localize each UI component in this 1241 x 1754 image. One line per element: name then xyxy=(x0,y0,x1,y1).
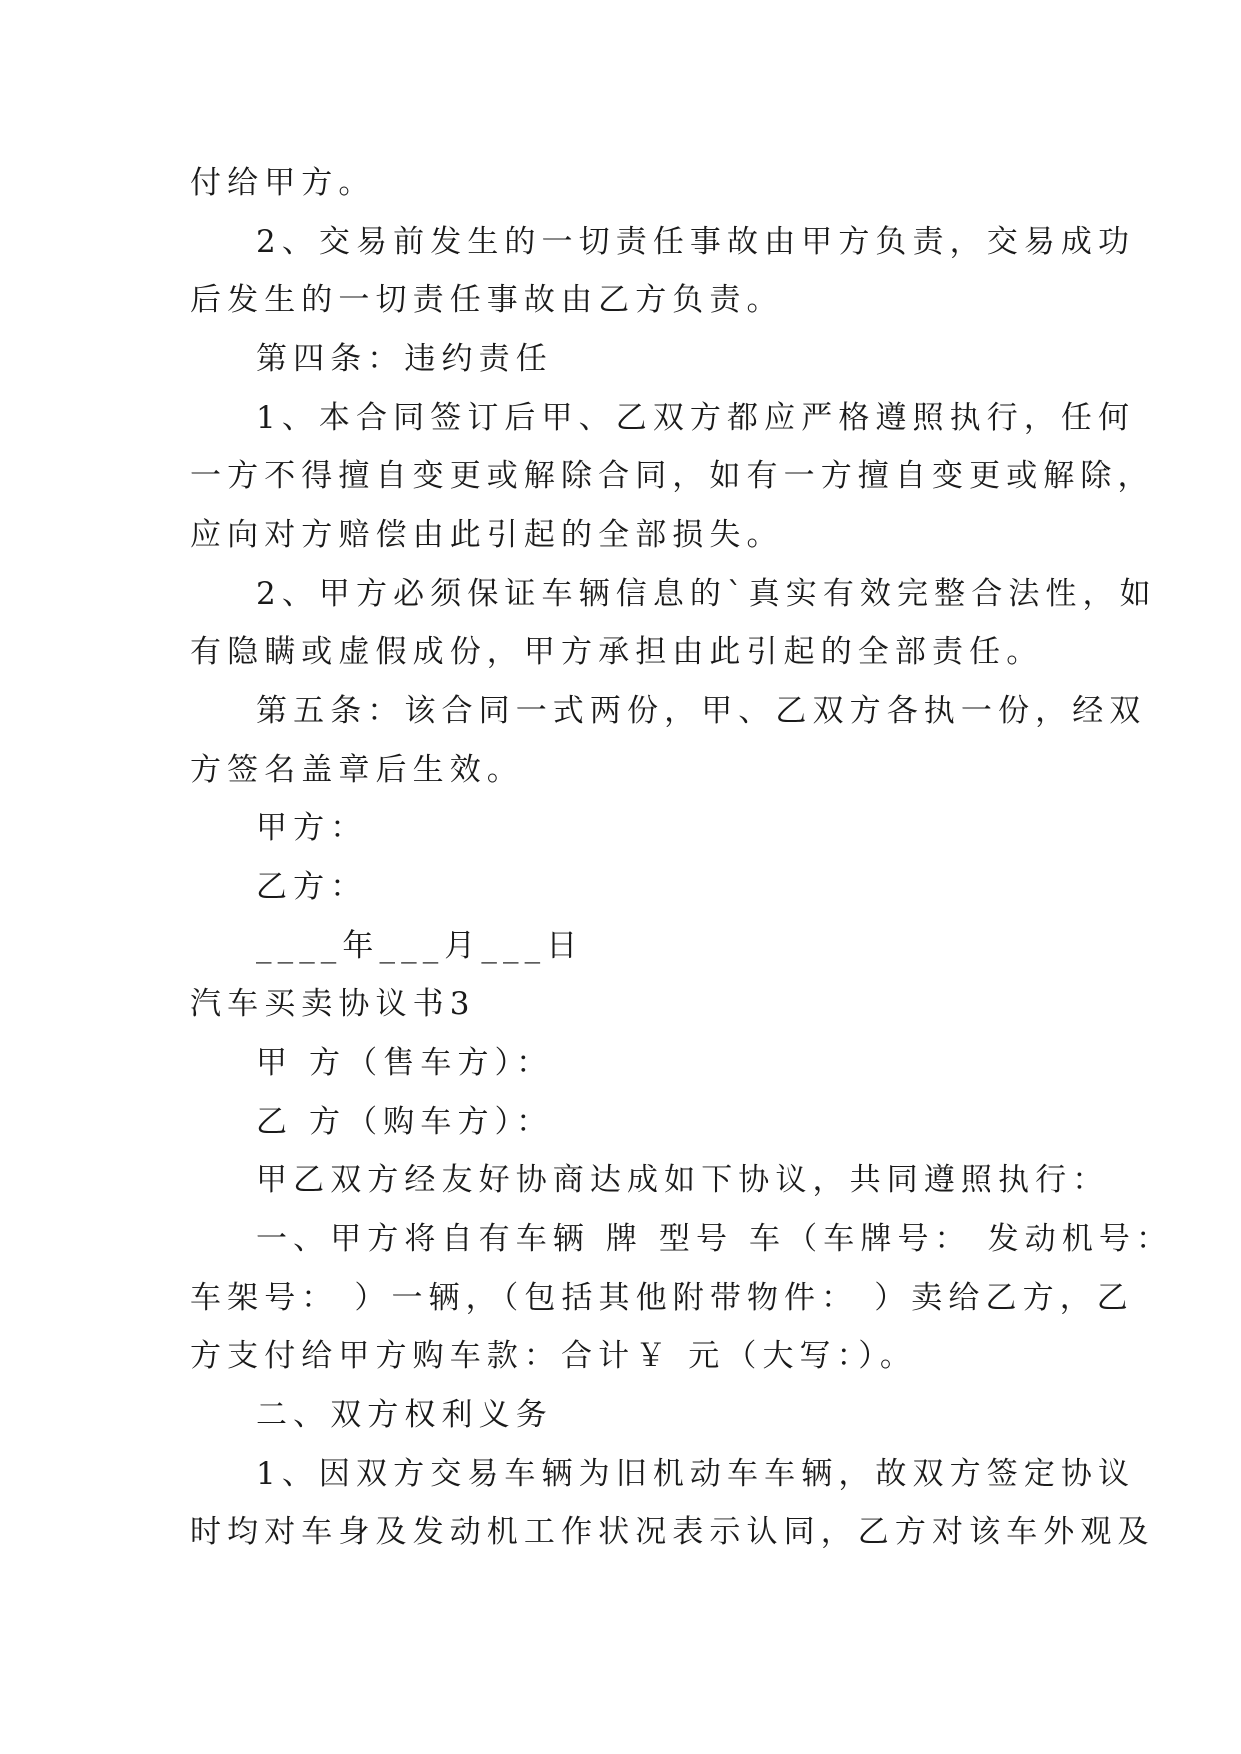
text-line: 1、因双方交易车辆为旧机动车车辆，故双方签定协议 xyxy=(256,1456,1136,1492)
party-b-label: 乙 方（购车方）： xyxy=(256,1104,554,1140)
party-a-label: 甲 方（售车方）： xyxy=(256,1045,554,1081)
section-heading: 二、双方权利义务 xyxy=(256,1397,553,1433)
text-line: 甲乙双方经友好协商达成如下协议，共同遵照执行： xyxy=(256,1162,1110,1198)
text-line: 付给甲方。 xyxy=(190,165,376,201)
text-line: 方支付给甲方购车款：合计￥ 元（大写：）。 xyxy=(190,1338,917,1374)
party-a-signature-label: 甲方： xyxy=(256,810,368,846)
section-heading: 第四条：违约责任 xyxy=(256,341,553,377)
text-line: 2、交易前发生的一切责任事故由甲方负责，交易成功 xyxy=(256,224,1136,260)
text-line: 一、甲方将自有车辆 牌 型号 车（车牌号： 发动机号： xyxy=(256,1221,1174,1257)
text-line: 有隐瞒或虚假成份，甲方承担由此引起的全部责任。 xyxy=(190,634,1044,670)
text-line: 车架号： ）一辆，（包括其他附带物件： ）卖给乙方，乙 xyxy=(190,1280,1134,1316)
text-line: 方签名盖章后生效。 xyxy=(190,752,524,788)
text-line: 时均对车身及发动机工作状况表示认同，乙方对该车外观及 xyxy=(190,1514,1155,1550)
text-line: 一方不得擅自变更或解除合同，如有一方擅自变更或解除， xyxy=(190,458,1155,494)
document-title: 汽车买卖协议书3 xyxy=(190,986,476,1022)
text-line: 2、甲方必须保证车辆信息的`真实有效完整合法性，如 xyxy=(256,576,1157,612)
date-line: ____年___月___日 xyxy=(256,928,584,964)
party-b-signature-label: 乙方： xyxy=(256,869,368,905)
text-line: 第五条：该合同一式两份，甲、乙双方各执一份，经双 xyxy=(256,693,1147,729)
text-line: 应向对方赔偿由此引起的全部损失。 xyxy=(190,517,784,553)
text-line: 后发生的一切责任事故由乙方负责。 xyxy=(190,282,784,318)
text-line: 1、本合同签订后甲、乙双方都应严格遵照执行，任何 xyxy=(256,400,1136,436)
